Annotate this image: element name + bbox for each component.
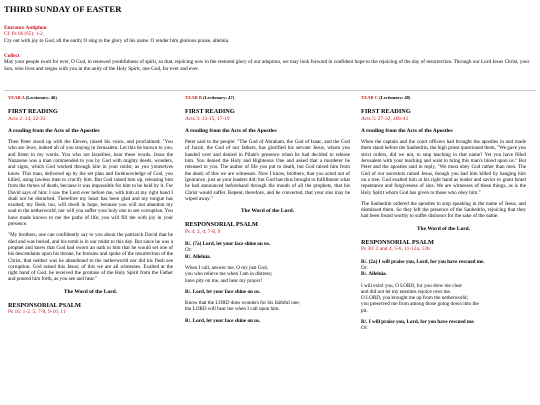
word-of-the-lord: The Word of the Lord. (240, 208, 295, 215)
psalm-or: Or: (361, 264, 368, 271)
psalm-or: Or: (361, 325, 368, 332)
year-c-column (361, 95, 526, 332)
psalm-stanza (185, 300, 350, 313)
first-reading-ref: Acts 2: 14, 22-33 (8, 115, 46, 122)
page-title: THIRD SUNDAY OF EASTER (4, 4, 122, 14)
psalm-line: When I call, answer me, O my just God, (185, 264, 268, 271)
psalm-line: the LORD will hear me when I call upon him. (185, 306, 280, 313)
first-reading-heading: FIRST READING (361, 108, 411, 116)
reading-title: A reading from the Acts of the Apostles (8, 127, 100, 134)
first-reading-heading: FIRST READING (8, 108, 58, 116)
collect-text: May your people exult for ever, O God, in renewed youthfulness of spirit, so that, rejoicing now in the restored glory of our adoption, we may look forward in confident hope to the rejoicing of the day of resurrection. Through our Lord Jesus Christ, your Son, who lives and reigns with you in the unity of the Holy Spirit, one God, for ever and ever. (4, 59, 530, 72)
psalm-line: Know that the LORD does wonders for his faithful one; (185, 300, 300, 307)
word-of-the-lord: The Word of the Lord. (416, 225, 471, 232)
first-reading-ref: Acts 5: 27-32, 40b-41 (361, 115, 409, 122)
psalm-stanza (361, 283, 526, 314)
reading-paragraph: Peter said to the people: "The God of Abraham, the God of Isaac, and the God of Jacob, the God of our fathers, has glorified his servant Jesus, whom you handed over and denied in Pilate's presence when he had decided to release him. You denied the Holy and Righteous One and asked that a murderer be released to you. The author of life you put to death, but God raised him from the dead; of this we are witnesses. Now I know, brothers, that you acted out of ignorance, just as your leaders did; but God has thus brought to fulfillment what he had announced beforehand through the mouth of all the prophets, that his Christ would suffer. Repent, therefore, and be converted, that your sins may be wiped away." (185, 139, 350, 202)
psalm-response: R/. (2a) I will praise you, Lord, for you have rescued me. (361, 258, 485, 265)
psalm-line: and did not let my enemies rejoice over me. (361, 288, 452, 295)
year-label (8, 95, 173, 101)
entrance-text: Cry out with joy to God, all the earth; O sing to the glory of his name. O render him glorious praise, alleluia. (4, 37, 230, 44)
psalm-ref: Ps 30: 2 and 4, 5-6, 11-12a, 13b (361, 246, 430, 253)
psalm-ref: Ps 16: 1-2, 5, 7-8, 9-10, 11 (8, 309, 66, 316)
year-label (361, 95, 526, 101)
psalm-line: O LORD, you brought me up from the netherworld; (361, 295, 468, 302)
lectionary-number: (Lectionary: 48) (379, 95, 411, 100)
entrance-ref: Cf. Ps 66 (65): 1-2 (4, 31, 43, 38)
reading-paragraph: "My brothers, one can confidently say to you about the patriarch David that he died and was buried, and his tomb is in our midst to this day. But since he was a prophet and knew that God had sworn an oath to him that he would set one of his descendants upon his throne, he foresaw and spoke of the resurrection of the Christ, that neither was he abandoned to the netherworld nor did his flesh see corruption. God raised this Jesus; of this we are all witnesses. Exalted at the right hand of God, he received the promise of the Holy Spirit from the Father and poured him forth, as you see and hear." (8, 232, 173, 283)
reading-paragraph: When the captain and the court officers had brought the apostles in and made them stand before the Sanhedrin, the high priest questioned them, "We gave you strict orders, did we not, to stop teaching in that name? Yet you have filled Jerusalem with your teaching and want to bring this man's blood upon us." But Peter and the apostles said in reply, "We must obey God rather than men. The God of our ancestors raised Jesus, though you had him killed by hanging him on a tree. God exalted him at his right hand as leader and savior to grant Israel repentance and forgiveness of sins. We are witnesses of these things, as is the Holy Spirit whom God has given to those who obey him." (361, 139, 526, 196)
entrance-heading: Entrance Antiphon (4, 25, 47, 31)
psalm-refrain: R/. Lord, let your face shine on us. (185, 317, 261, 324)
first-reading-heading: FIRST READING (185, 108, 235, 116)
lectionary-number: (Lectionary: 47) (203, 95, 235, 100)
psalm-stanza (185, 265, 350, 284)
psalm-line: you preserved me from among those going down into the (361, 301, 479, 308)
psalm-heading: RESPONSORIAL PSALM (8, 302, 81, 310)
psalm-refrain: R/. Lord, let your face shine on us. (185, 288, 261, 295)
year-name: YEAR C (361, 95, 379, 100)
lectionary-number: (Lectionary: 46) (25, 95, 57, 100)
year-name: YEAR B (185, 95, 202, 100)
psalm-line: pit. (361, 307, 368, 314)
psalm-refrain: R/. I will praise you, Lord, for you have rescued me. (361, 319, 475, 326)
entrance-antiphon (4, 25, 536, 44)
first-reading-ref: Acts 3: 13-15, 17-19 (185, 115, 230, 122)
psalm-alleluia: R/. Alleluia. (185, 253, 211, 260)
reading-paragraph: The Sanhedrin ordered the apostles to stop speaking in the name of Jesus, and dismissed them. So they left the presence of the Sanhedrin, rejoicing that they had been found worthy to suffer dishonor for the sake of the name. (361, 200, 526, 220)
psalm-or: Or: (185, 247, 192, 254)
psalm-response: R/. (7a) Lord, let your face shine on us. (185, 241, 271, 248)
section-divider (4, 90, 536, 91)
psalm-heading: RESPONSORIAL PSALM (361, 239, 434, 247)
year-b-column (185, 95, 350, 329)
psalm-line: you who relieve me when I am in distress; (185, 271, 273, 278)
year-name: YEAR A (8, 95, 25, 100)
collect-block (4, 53, 536, 72)
year-a-column (8, 95, 173, 322)
word-of-the-lord: The Word of the Lord. (63, 288, 118, 295)
year-label (185, 95, 350, 101)
psalm-heading: RESPONSORIAL PSALM (185, 221, 258, 229)
psalm-line: have pity on me, and hear my prayer! (185, 277, 263, 284)
reading-paragraph: Then Peter stood up with the Eleven, raised his voice, and proclaimed: "You who are Jews, indeed all of you staying in Jerusalem. Let this be known to you, and listen to my words. You who are Israelites, hear these words. Jesus the Nazarene was a man commended to you by God with mighty deeds, wonders, and signs, which God worked through him in your midst, as you yourselves know. This man, delivered up by the set plan and foreknowledge of God, you killed, using lawless men to crucify him. But God raised him up, releasing him from the throes of death, because it was impossible for him to be held by it. For David says of him: I saw the Lord ever before me, with him at my right hand I shall not be disturbed. Therefore my heart has been glad and my tongue has exulted; my flesh, too, will dwell in hope, because you will not abandon my soul to the netherworld, nor will you suffer your holy one to see corruption. You have made known to me the paths of life; you will fill me with joy in your presence. (8, 139, 173, 228)
reading-title: A reading from the Acts of the Apostles (361, 127, 453, 134)
psalm-line: I will extol you, O LORD, for you drew me clear (361, 282, 463, 289)
reading-title: A reading from the Acts of the Apostles (185, 127, 277, 134)
psalm-ref: Ps 4: 2, 4, 7-8, 9 (185, 228, 221, 235)
psalm-alleluia: R/. Alleluia. (361, 271, 387, 278)
collect-heading: Collect (4, 53, 20, 59)
